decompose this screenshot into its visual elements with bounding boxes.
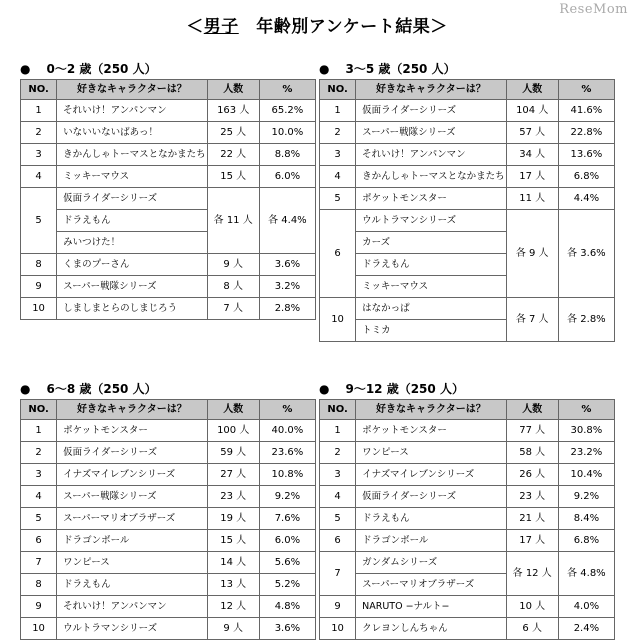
table-row [320, 188, 615, 210]
count-cell: 8 人 [207, 276, 259, 298]
rank-cell: 4 [320, 486, 356, 508]
count-cell: 9 人 [207, 254, 259, 276]
percent-cell: 3.6% [259, 254, 315, 276]
table-row [21, 486, 316, 508]
percent-cell: 3.6% [259, 618, 315, 640]
percent-cell: 各 2.8% [558, 298, 614, 342]
count-cell: 19 人 [207, 508, 259, 530]
count-cell: 23 人 [506, 486, 558, 508]
count-cell: 10 人 [506, 596, 558, 618]
rank-cell: 3 [21, 464, 57, 486]
count-cell: 34 人 [506, 144, 558, 166]
table-row [21, 188, 316, 210]
resemom-logo: ReseMom [559, 2, 628, 17]
percent-cell: 23.2% [558, 442, 614, 464]
table-row [21, 596, 316, 618]
rank-cell: 10 [320, 618, 356, 640]
percent-cell: 6.8% [558, 530, 614, 552]
section-heading [319, 61, 615, 77]
table-row [21, 166, 316, 188]
character-name-cell: ワンピース [356, 442, 507, 464]
rank-cell: 6 [320, 210, 356, 298]
table-row [21, 144, 316, 166]
bullet-icon: ● [20, 382, 31, 396]
character-name-cell: 仮面ライダーシリーズ [57, 188, 208, 210]
percent-cell: 8.4% [558, 508, 614, 530]
percent-cell: 10.8% [259, 464, 315, 486]
character-name-cell: イナズマイレブンシリーズ [57, 464, 208, 486]
character-name-cell: ポケットモンスター [356, 420, 507, 442]
header-percent: % [558, 80, 614, 100]
rank-cell: 5 [320, 188, 356, 210]
table-row [21, 464, 316, 486]
count-cell: 17 人 [506, 530, 558, 552]
rank-cell: 9 [21, 276, 57, 298]
section-title: 6〜8 歳（250 人） [46, 382, 157, 396]
character-name-cell: 仮面ライダーシリーズ [57, 442, 208, 464]
rank-cell: 1 [21, 420, 57, 442]
rank-cell: 6 [21, 530, 57, 552]
header-character: 好きなキャラクターは？ [57, 400, 208, 420]
count-cell: 各 9 人 [506, 210, 558, 298]
character-name-cell: それいけ！アンパンマン [356, 144, 507, 166]
title-open: ＜ [186, 17, 204, 37]
table-row [21, 100, 316, 122]
percent-cell: 23.6% [259, 442, 315, 464]
count-cell: 23 人 [207, 486, 259, 508]
percent-cell: 3.2% [259, 276, 315, 298]
percent-cell: 2.4% [558, 618, 614, 640]
header-character: 好きなキャラクターは？ [356, 400, 507, 420]
rank-cell: 4 [21, 166, 57, 188]
rank-cell: 5 [21, 508, 57, 530]
header-count: 人数 [506, 400, 558, 420]
rank-cell: 1 [320, 100, 356, 122]
character-name-cell: きかんしゃトーマスとなかまたち [356, 166, 507, 188]
count-cell: 27 人 [207, 464, 259, 486]
title-rest: 年齢別アンケート結果＞ [238, 17, 448, 37]
page-title [0, 12, 634, 37]
percent-cell: 5.6% [259, 552, 315, 574]
rank-cell: 3 [21, 144, 57, 166]
table-header-row [320, 80, 615, 100]
rank-cell: 2 [21, 442, 57, 464]
rank-cell: 10 [320, 298, 356, 342]
character-name-cell: ドラゴンボール [57, 530, 208, 552]
character-name-cell: NARUTO −ナルト− [356, 596, 507, 618]
ranking-table [20, 79, 316, 320]
section-title: 0〜2 歳（250 人） [46, 62, 157, 76]
character-name-cell: くまのプーさん [57, 254, 208, 276]
character-name-cell: それいけ！アンパンマン [57, 596, 208, 618]
percent-cell: 各 4.8% [558, 552, 614, 596]
header-percent: % [558, 400, 614, 420]
section-heading [20, 61, 316, 77]
count-cell: 17 人 [506, 166, 558, 188]
percent-cell: 41.6% [558, 100, 614, 122]
table-row [21, 276, 316, 298]
table-row [320, 596, 615, 618]
rank-cell: 2 [21, 122, 57, 144]
character-name-cell: クレヨンしんちゃん [356, 618, 507, 640]
header-character: 好きなキャラクターは？ [356, 80, 507, 100]
character-name-cell: 仮面ライダーシリーズ [356, 100, 507, 122]
count-cell: 15 人 [207, 166, 259, 188]
count-cell: 59 人 [207, 442, 259, 464]
count-cell: 163 人 [207, 100, 259, 122]
percent-cell: 6.8% [558, 166, 614, 188]
table-row [21, 420, 316, 442]
percent-cell: 9.2% [558, 486, 614, 508]
ranking-table [319, 399, 615, 640]
character-name-cell: 仮面ライダーシリーズ [356, 486, 507, 508]
character-name-cell: ポケットモンスター [57, 420, 208, 442]
section-title: 9〜12 歳（250 人） [345, 382, 464, 396]
percent-cell: 5.2% [259, 574, 315, 596]
percent-cell: 10.0% [259, 122, 315, 144]
percent-cell: 各 4.4% [259, 188, 315, 254]
character-name-cell: スーパー戦隊シリーズ [57, 486, 208, 508]
table-row [21, 298, 316, 320]
table-row [320, 100, 615, 122]
rank-cell: 6 [320, 530, 356, 552]
character-name-cell: ドラえもん [356, 508, 507, 530]
section-age-0-2 [20, 61, 316, 320]
table-row [320, 122, 615, 144]
table-header-row [21, 80, 316, 100]
header-no: NO. [320, 400, 356, 420]
table-row [21, 618, 316, 640]
ranking-table [319, 79, 615, 342]
table-row [320, 618, 615, 640]
count-cell: 6 人 [506, 618, 558, 640]
bullet-icon: ● [319, 382, 330, 396]
header-character: 好きなキャラクターは？ [57, 80, 208, 100]
character-name-cell: スーパー戦隊シリーズ [356, 122, 507, 144]
table-row [21, 442, 316, 464]
character-name-cell: ガンダムシリーズ [356, 552, 507, 574]
rank-cell: 7 [320, 552, 356, 596]
table-header-row [320, 400, 615, 420]
count-cell: 14 人 [207, 552, 259, 574]
count-cell: 各 7 人 [506, 298, 558, 342]
count-cell: 22 人 [207, 144, 259, 166]
character-name-cell: いないいないばあっ！ [57, 122, 208, 144]
count-cell: 12 人 [207, 596, 259, 618]
percent-cell: 7.6% [259, 508, 315, 530]
table-row [21, 552, 316, 574]
percent-cell: 65.2% [259, 100, 315, 122]
rank-cell: 5 [21, 188, 57, 254]
character-name-cell: ドラえもん [57, 574, 208, 596]
percent-cell: 40.0% [259, 420, 315, 442]
table-row [21, 530, 316, 552]
header-percent: % [259, 80, 315, 100]
rank-cell: 1 [21, 100, 57, 122]
table-row [320, 144, 615, 166]
header-no: NO. [21, 400, 57, 420]
table-row [320, 442, 615, 464]
character-name-cell: スーパー戦隊シリーズ [57, 276, 208, 298]
table-row [21, 254, 316, 276]
ranking-table [20, 399, 316, 640]
count-cell: 77 人 [506, 420, 558, 442]
character-name-cell: ドラえもん [57, 210, 208, 232]
header-percent: % [259, 400, 315, 420]
percent-cell: 4.4% [558, 188, 614, 210]
count-cell: 9 人 [207, 618, 259, 640]
rank-cell: 3 [320, 144, 356, 166]
character-name-cell: それいけ！アンパンマン [57, 100, 208, 122]
count-cell: 100 人 [207, 420, 259, 442]
percent-cell: 2.8% [259, 298, 315, 320]
count-cell: 57 人 [506, 122, 558, 144]
count-cell: 15 人 [207, 530, 259, 552]
count-cell: 7 人 [207, 298, 259, 320]
character-name-cell: ウルトラマンシリーズ [57, 618, 208, 640]
character-name-cell: ポケットモンスター [356, 188, 507, 210]
rank-cell: 7 [21, 552, 57, 574]
header-no: NO. [320, 80, 356, 100]
table-row [320, 530, 615, 552]
table-row [21, 122, 316, 144]
section-age-3-5 [319, 61, 615, 342]
table-row [320, 486, 615, 508]
percent-cell: 6.0% [259, 166, 315, 188]
rank-cell: 9 [21, 596, 57, 618]
header-count: 人数 [207, 80, 259, 100]
percent-cell: 10.4% [558, 464, 614, 486]
character-name-cell: カーズ [356, 232, 507, 254]
character-name-cell: ミッキーマウス [356, 276, 507, 298]
rank-cell: 2 [320, 122, 356, 144]
rank-cell: 4 [21, 486, 57, 508]
count-cell: 58 人 [506, 442, 558, 464]
percent-cell: 13.6% [558, 144, 614, 166]
character-name-cell: ウルトラマンシリーズ [356, 210, 507, 232]
table-row [320, 420, 615, 442]
table-row [320, 464, 615, 486]
rank-cell: 3 [320, 464, 356, 486]
character-name-cell: ドラゴンボール [356, 530, 507, 552]
rank-cell: 1 [320, 420, 356, 442]
character-name-cell: しましまとらのしまじろう [57, 298, 208, 320]
rank-cell: 10 [21, 618, 57, 640]
section-age-9-12 [319, 381, 615, 640]
count-cell: 25 人 [207, 122, 259, 144]
character-name-cell: スーパーマリオブラザーズ [356, 574, 507, 596]
table-row [320, 298, 615, 320]
percent-cell: 30.8% [558, 420, 614, 442]
percent-cell: 22.8% [558, 122, 614, 144]
header-no: NO. [21, 80, 57, 100]
character-name-cell: トミカ [356, 320, 507, 342]
character-name-cell: はなかっぱ [356, 298, 507, 320]
rank-cell: 8 [21, 574, 57, 596]
table-header-row [21, 400, 316, 420]
table-row [21, 508, 316, 530]
bullet-icon: ● [20, 62, 31, 76]
rank-cell: 10 [21, 298, 57, 320]
character-name-cell: ドラえもん [356, 254, 507, 276]
percent-cell: 8.8% [259, 144, 315, 166]
character-name-cell: スーパーマリオブラザーズ [57, 508, 208, 530]
percent-cell: 4.8% [259, 596, 315, 618]
percent-cell: 6.0% [259, 530, 315, 552]
section-age-6-8 [20, 381, 316, 640]
header-count: 人数 [506, 80, 558, 100]
percent-cell: 9.2% [259, 486, 315, 508]
rank-cell: 2 [320, 442, 356, 464]
percent-cell: 4.0% [558, 596, 614, 618]
character-name-cell: ミッキーマウス [57, 166, 208, 188]
rank-cell: 4 [320, 166, 356, 188]
percent-cell: 各 3.6% [558, 210, 614, 298]
bullet-icon: ● [319, 62, 330, 76]
count-cell: 13 人 [207, 574, 259, 596]
table-row [320, 508, 615, 530]
count-cell: 104 人 [506, 100, 558, 122]
rank-cell: 5 [320, 508, 356, 530]
character-name-cell: きかんしゃトーマスとなかまたち [57, 144, 208, 166]
table-row [21, 574, 316, 596]
character-name-cell: イナズマイレブンシリーズ [356, 464, 507, 486]
title-boys: 男子 [203, 17, 239, 37]
character-name-cell: ワンピース [57, 552, 208, 574]
count-cell: 21 人 [506, 508, 558, 530]
count-cell: 26 人 [506, 464, 558, 486]
section-heading [20, 381, 316, 397]
section-heading [319, 381, 615, 397]
section-title: 3〜5 歳（250 人） [345, 62, 456, 76]
table-row [320, 210, 615, 232]
table-row [320, 166, 615, 188]
rank-cell: 9 [320, 596, 356, 618]
count-cell: 11 人 [506, 188, 558, 210]
rank-cell: 8 [21, 254, 57, 276]
table-row [320, 552, 615, 574]
header-count: 人数 [207, 400, 259, 420]
count-cell: 各 12 人 [506, 552, 558, 596]
count-cell: 各 11 人 [207, 188, 259, 254]
character-name-cell: みいつけた！ [57, 232, 208, 254]
